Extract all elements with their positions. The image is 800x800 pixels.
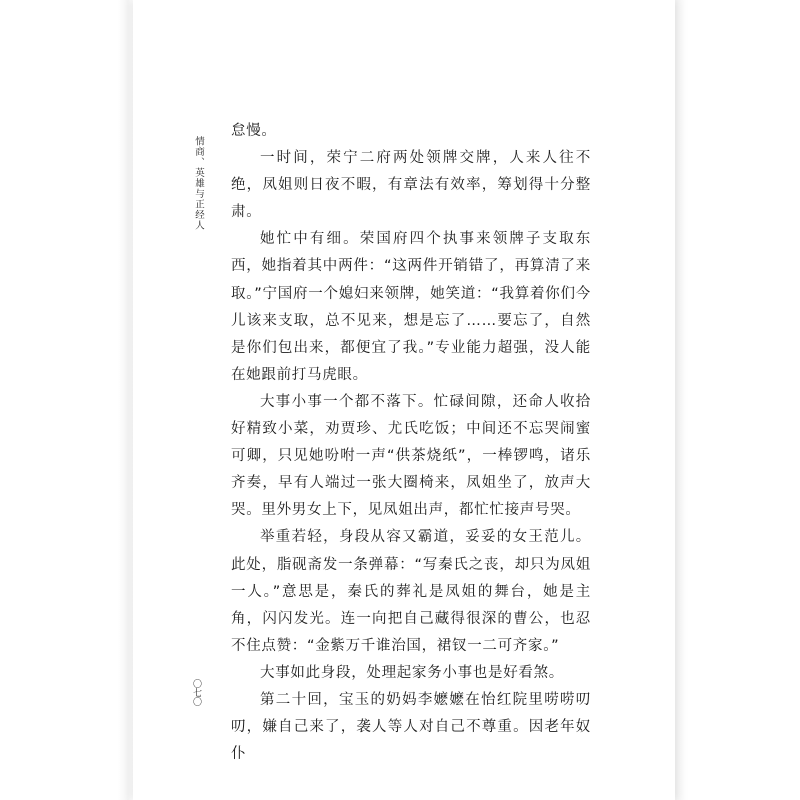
paragraph: 她忙中有细。荣国府四个执事来领牌子支取东西，她指着其中两件：“这两件开销错了，再算清了来取。”宁国府一个媳妇来领牌，她笑道：“我算着你们今儿该来支取，总不见来，想是忘了……要忘了，自然是你们包出来，都便宜了我。”专业能力超强，没人能在她跟前打马虎眼。 <box>231 231 591 383</box>
paragraph: 举重若轻，身段从容又霸道，妥妥的女王范儿。此处，脂砚斋发一条弹幕：“写秦氏之丧，却只为凤姐一人。”意思是，秦氏的葬礼是凤姐的舞台，她是主角，闪闪发光。连一向把自己藏得很深的曹公，也忍不住点赞：“金紫万千谁治国，裙钗一二可齐家。” <box>231 529 591 654</box>
paragraph: 第二十回，宝玉的奶妈李嬷嬷在怡红院里唠唠叨叨，嫌自己来了，袭人等人对自己不尊重。因老年奴仆 <box>231 691 591 763</box>
running-head: 情商、英雄与正经人 <box>193 136 204 231</box>
paragraph: 一时间，荣宁二府两处领牌交牌，人来人往不绝，凤姐则日夜不暇，有章法有效率，筹划得十分整肃。 <box>231 150 591 221</box>
paragraph: 怠慢。 <box>231 123 277 139</box>
paragraph: 大事小事一个都不落下。忙碌间隙，还命人收拾好精致小菜，劝贾珍、尤氏吃饭；中间还不忘哭闹蜜可卿，只见她吩咐一声“供茶烧纸”，一棒锣鸣，诸乐齐奏，早有人端过一张大圈椅来，凤姐坐了，放声大哭。里外男女上下，见凤姐出声，都忙忙接声号哭。 <box>231 393 591 519</box>
page-number: 〇七〇 <box>191 679 201 706</box>
body-text <box>231 118 591 768</box>
paragraph: 大事如此身段，处理起家务小事也是好看煞。 <box>260 664 564 681</box>
